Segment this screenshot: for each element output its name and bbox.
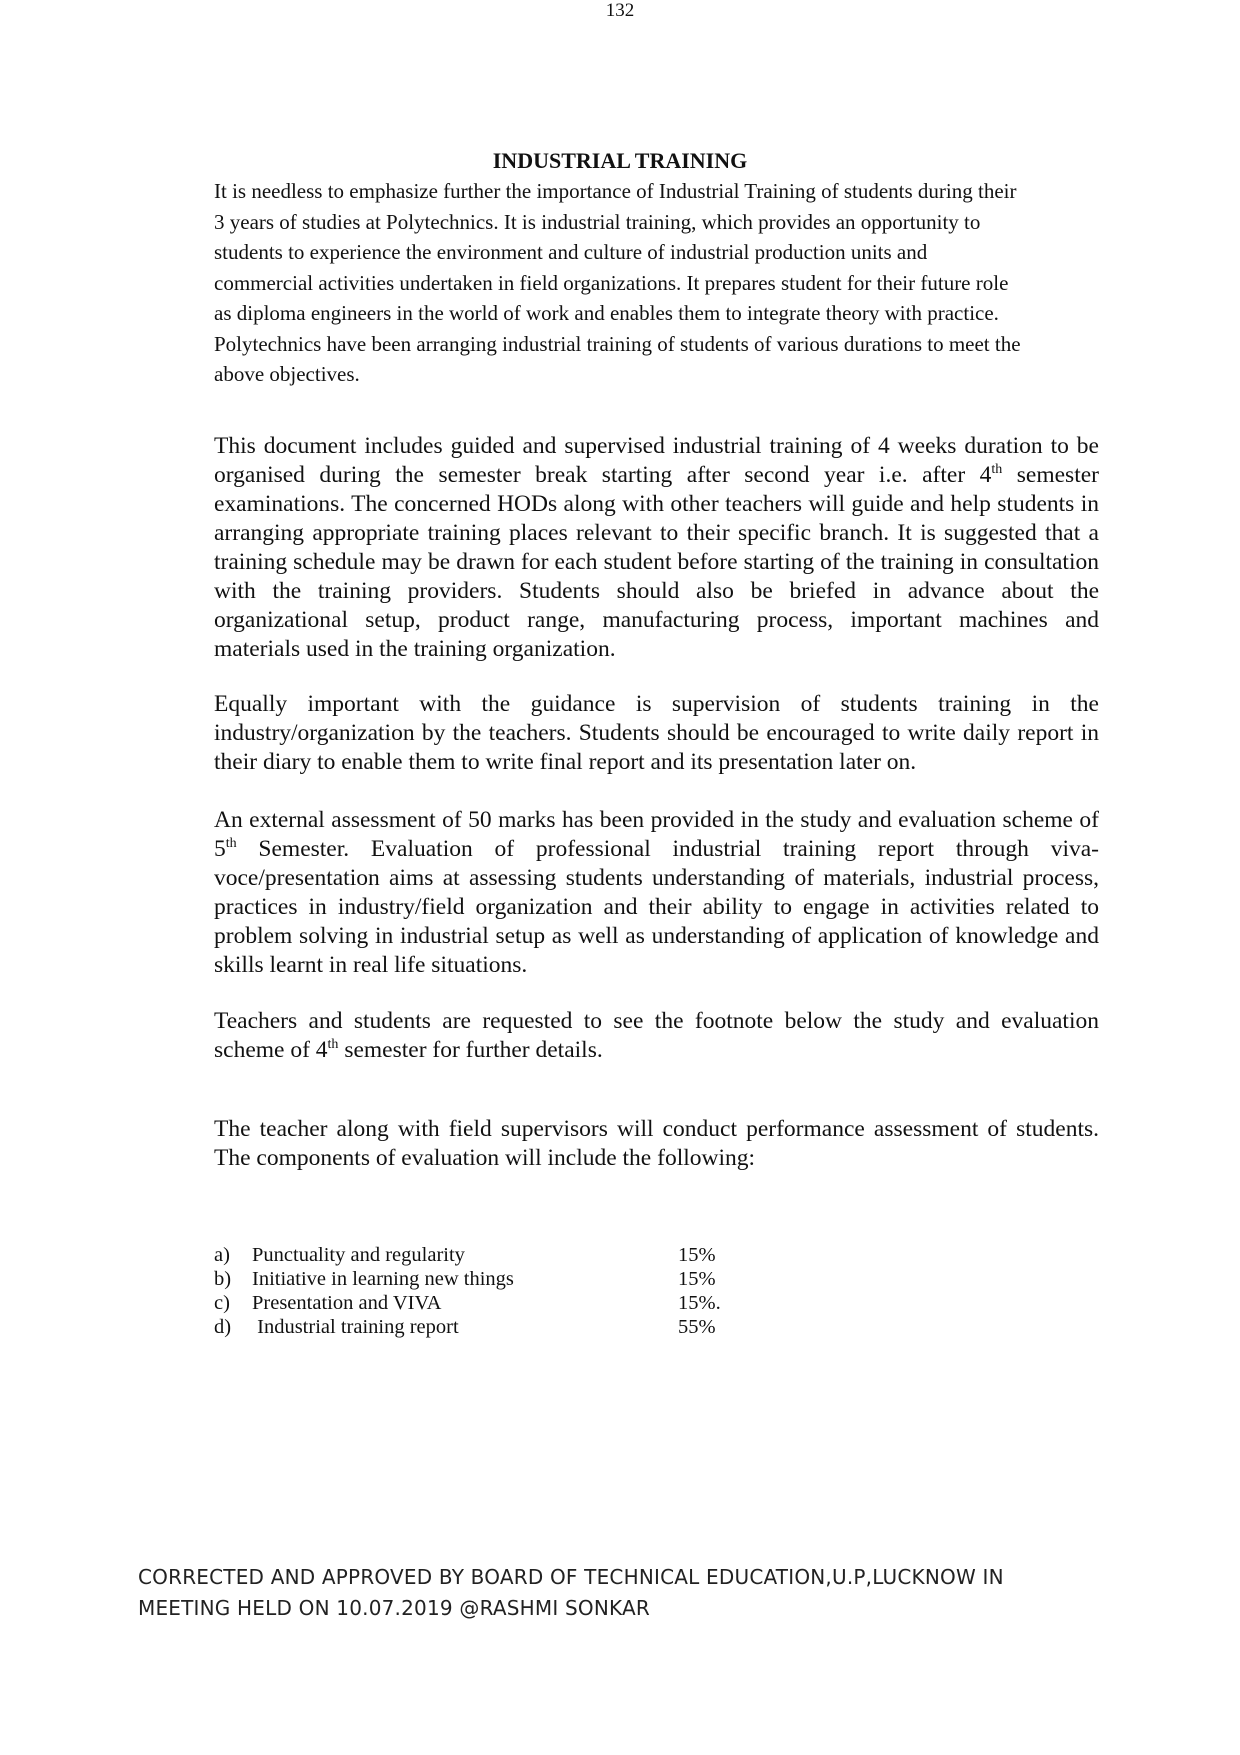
intro-line: students to experience the environment and culture of industrial production units and — [214, 240, 928, 264]
assessment-paragraph — [214, 806, 1099, 980]
paragraph-text: Teachers and students are requested to see the footnote below the study and evaluation scheme of 4 — [214, 1008, 1099, 1063]
item-marker: d) — [214, 1316, 232, 1338]
item-label: Initiative in learning new things — [252, 1268, 514, 1290]
paragraph-text: semester for further details. — [338, 1037, 603, 1063]
footer-line: CORRECTED AND APPROVED BY BOARD OF TECHNICAL EDUCATION,U.P,LUCKNOW IN — [138, 1565, 1004, 1589]
item-weight: 15% — [678, 1244, 716, 1266]
intro-line: It is needless to emphasize further the importance of Industrial Training of students during their — [214, 179, 1017, 203]
evaluation-components-list — [214, 1243, 721, 1339]
paragraph-text: This document includes guided and supervised industrial training of 4 weeks duration to be organised during the semester break starting after second year i.e. after 4 — [214, 433, 1099, 488]
item-label: Industrial training report — [252, 1316, 459, 1338]
intro-paragraph — [214, 176, 1100, 390]
paragraph-text: semester examinations. The concerned HODs along with other teachers will guide and help students in arranging appropriate training places relevant to their specific branch. It is suggested that a training schedule may be drawn for each student before starting of the training in consultation with the training providers. Students should also be briefed in advance about the organizational setup, product range, manufacturing process, important machines and materials used in the training organization. — [214, 462, 1099, 662]
paragraph-text: An external assessment of 50 marks has been provided in the study and evaluation scheme of 5 — [214, 807, 1099, 862]
intro-line: as diploma engineers in the world of work and enables them to integrate theory with practice. — [214, 301, 999, 325]
intro-line: 3 years of studies at Polytechnics. It is industrial training, which provides an opportunity to — [214, 209, 981, 234]
list-item — [214, 1315, 721, 1339]
intro-line: Polytechnics have been arranging industrial training of students of various durations to meet the — [214, 331, 1021, 356]
page-number: 132 — [605, 0, 635, 21]
supervision-paragraph: Equally important with the guidance is supervision of students training in the industry/organization by the teachers. Students should be encouraged to write daily report in their diary to enable them to write final report and its presentation later on. — [214, 691, 1099, 775]
item-weight: 55% — [678, 1316, 716, 1338]
item-label: Punctuality and regularity — [252, 1244, 465, 1266]
footer-line: MEETING HELD ON 10.07.2019 @RASHMI SONKAR — [138, 1596, 650, 1620]
intro-line: commercial activities undertaken in field organizations. It prepares student for their future role — [214, 270, 1009, 295]
ordinal-suffix: th — [327, 1037, 339, 1053]
intro-line: above objectives. — [214, 362, 360, 386]
item-label: Presentation and VIVA — [252, 1292, 442, 1314]
list-item — [214, 1243, 721, 1267]
paragraph-text: Semester. Evaluation of professional industrial training report through viva-voce/presentation aims at assessing students understanding of materials, industrial process, practices in industry/field organization and their ability to engage in activities related to problem solving in industrial setup as well as understanding of application of knowledge and skills learnt in real life situations. — [214, 836, 1099, 978]
ordinal-suffix: th — [991, 462, 1003, 478]
approval-footer — [138, 1562, 1138, 1624]
item-weight: 15% — [678, 1268, 716, 1290]
footnote-reference-paragraph — [214, 1007, 1099, 1065]
list-item — [214, 1267, 721, 1291]
list-item — [214, 1291, 721, 1315]
ordinal-suffix: th — [225, 836, 237, 852]
training-scope-paragraph — [214, 432, 1099, 664]
item-marker: c) — [214, 1292, 230, 1314]
page-title: INDUSTRIAL TRAINING — [492, 148, 748, 173]
item-weight: 15%. — [678, 1292, 721, 1314]
item-marker: a) — [214, 1244, 230, 1266]
item-marker: b) — [214, 1268, 232, 1290]
evaluation-intro-paragraph: The teacher along with field supervisors will conduct performance assessment of students. The components of evaluation will include the following: — [214, 1116, 1099, 1171]
